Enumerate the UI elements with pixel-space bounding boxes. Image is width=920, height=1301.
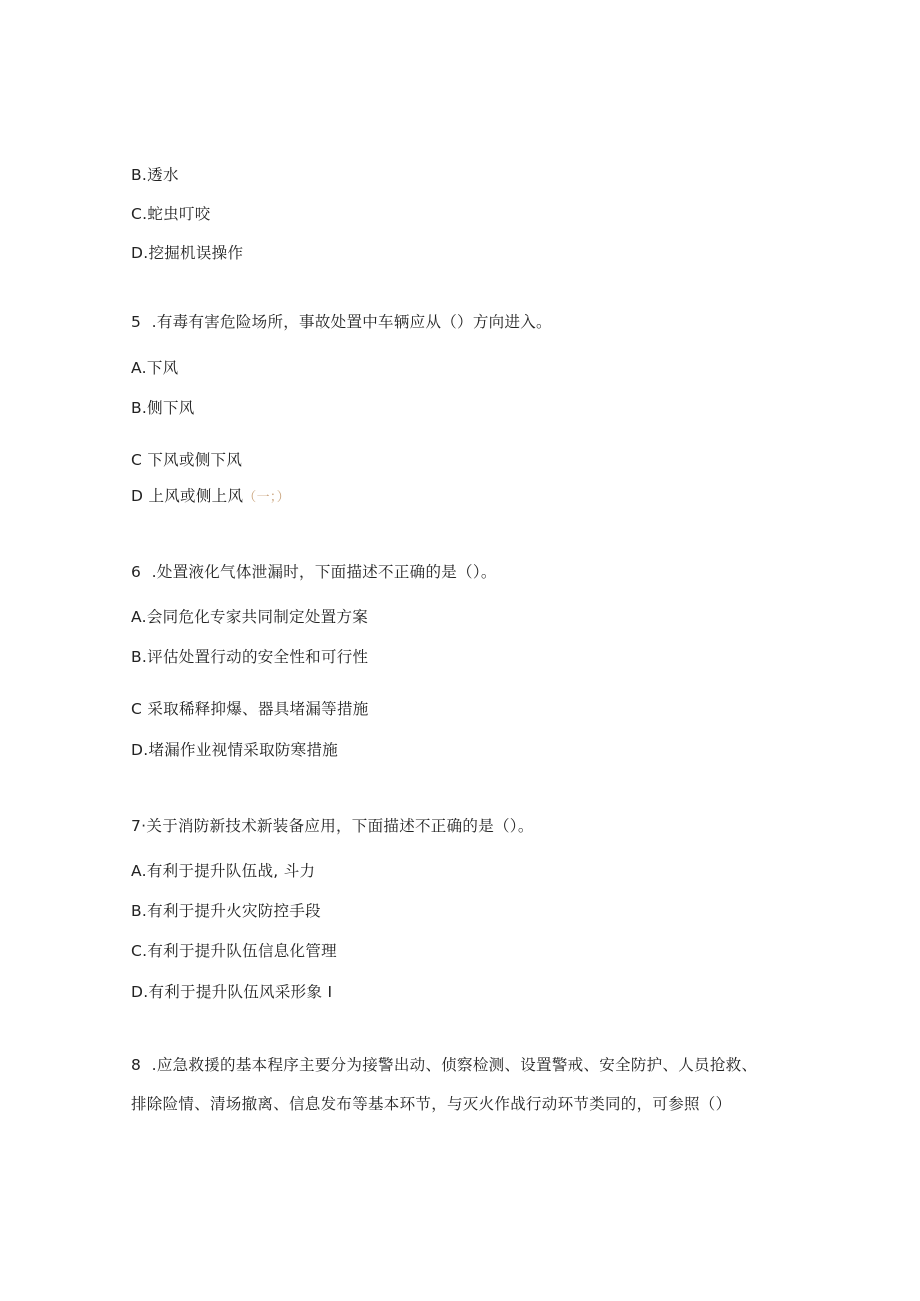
q4-option-b: B.透水	[131, 166, 179, 184]
q7-option-a: A.有利于提升队伍战, 斗力	[131, 862, 316, 880]
q7-option-b: B.有利于提升火灾防控手段	[131, 902, 321, 920]
q6-stem: 6 .处置液化气体泄漏时，下面描述不正确的是（）。	[131, 563, 497, 581]
q5-option-d-text: D 上风或侧上风	[131, 487, 244, 505]
q4-option-d: D.挖掘机误操作	[131, 244, 244, 262]
q5-stem: 5 .有毒有害危险场所，事故处置中车辆应从（）方向进入。	[131, 313, 552, 331]
q7-option-d: D.有利于提升队伍风采形象 I	[131, 983, 333, 1001]
q5-option-c: C 下风或侧下风	[131, 451, 243, 469]
q6-option-b: B.评估处置行动的安全性和可行性	[131, 648, 369, 666]
q7-stem: 7·关于消防新技术新装备应用，下面描述不正确的是（）。	[131, 817, 534, 835]
q4-option-c: C.蛇虫叮咬	[131, 205, 211, 223]
q8-stem-line-1: 8 .应急救援的基本程序主要分为接警出动、侦察检测、设置警戒、安全防护、人员抢救、	[131, 1056, 758, 1074]
q7-option-c: C.有利于提升队伍信息化管理	[131, 942, 337, 960]
q5-option-b: B.侧下风	[131, 399, 195, 417]
q6-option-c: C 采取稀释抑爆、器具堵漏等措施	[131, 700, 369, 718]
q5-option-d	[131, 486, 290, 508]
q6-option-d: D.堵漏作业视情采取防寒措施	[131, 741, 339, 759]
q5-option-a: A.下风	[131, 359, 179, 377]
q8-stem-line-2: 排除险情、清场撤离、信息发布等基本环节，与灭火作战行动环节类同的，可参照（）	[131, 1095, 732, 1113]
q5-option-d-annotation: （一；）	[243, 490, 290, 505]
q6-option-a: A.会同危化专家共同制定处置方案	[131, 608, 369, 626]
